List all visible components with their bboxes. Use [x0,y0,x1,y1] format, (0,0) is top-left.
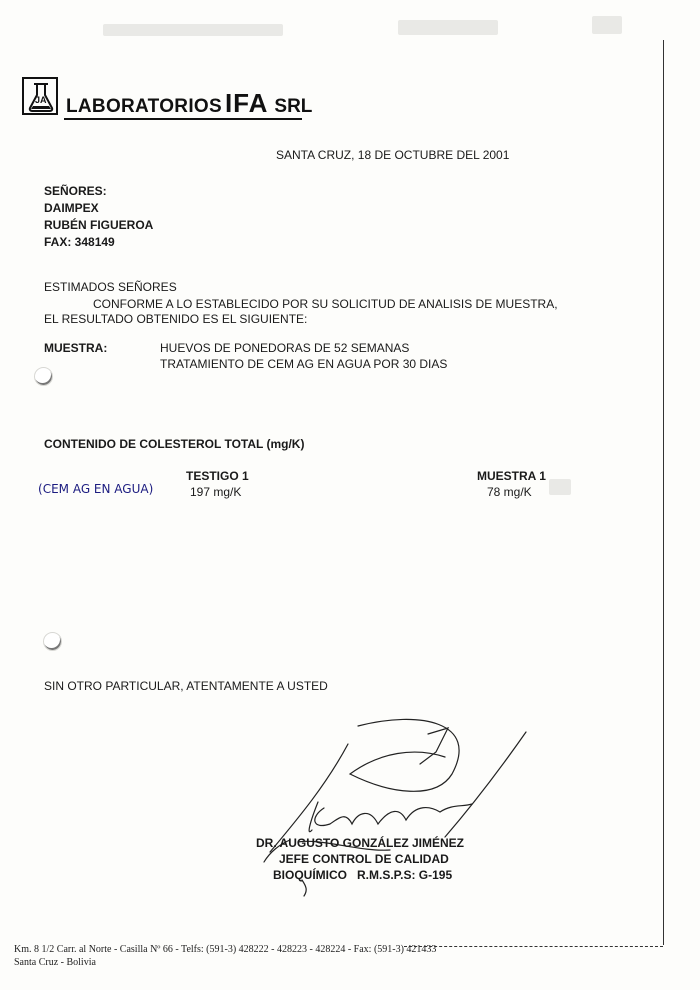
scan-smudge [398,20,498,35]
scan-smudge [103,24,283,36]
signatory-name: DR. AUGUSTO GONZÁLEZ JIMÉNEZ [256,836,465,850]
flask-icon [26,81,56,113]
company-name [66,88,312,119]
letterhead-rule [64,118,302,120]
handwritten-row-label-text: CEM AG EN AGUA [42,482,149,496]
results-value: 78 mg/K [487,485,532,499]
page-edge-line [663,40,664,945]
letter-body-line: CONFORME A LO ESTABLECIDO POR SU SOLICITUD DE ANALISIS DE MUESTRA, [93,297,558,311]
letter-greeting: ESTIMADOS SEÑORES [44,280,177,294]
svg-text:JA: JA [35,95,47,105]
results-heading: CONTENIDO DE COLESTEROL TOTAL (mg/K) [44,437,305,451]
recipient-salutation: SEÑORES: [44,184,107,198]
company-name-word: IFA [224,88,269,118]
signatory-title: JEFE CONTROL DE CALIDAD [279,852,449,866]
sample-description: HUEVOS DE PONEDORAS DE 52 SEMANAS [160,341,410,355]
sample-label: MUESTRA: [44,341,108,355]
punch-hole [43,632,62,651]
company-name-word: SRL [274,96,313,117]
punch-hole [34,367,53,386]
footer-address: Km. 8 1/2 Carr. al Norte - Casilla Nº 66 - Telfs: (591-3) 428222 - 428223 - 428224 - Fax: (591-3) 421433 [14,944,437,955]
recipient-fax: FAX: 348149 [44,235,115,249]
results-column-header: TESTIGO 1 [186,469,249,483]
letter-closing: SIN OTRO PARTICULAR, ATENTAMENTE A USTED [44,679,328,693]
recipient-company: DAIMPEX [44,201,99,215]
results-value: 197 mg/K [190,485,242,499]
scan-smudge [592,16,622,34]
recipient-person: RUBÉN FIGUEROA [44,218,154,232]
handwritten-row-label: (CEM AG EN AGUA) [38,482,154,496]
results-column-header: MUESTRA 1 [477,469,546,483]
company-logo [22,77,58,115]
sample-treatment: TRATAMIENTO DE CEM AG EN AGUA POR 30 DIAS [160,357,448,371]
footer-rule [404,946,663,947]
letter-date: SANTA CRUZ, 18 DE OCTUBRE DEL 2001 [276,148,510,162]
letter-body-line: EL RESULTADO OBTENIDO ES EL SIGUIENTE: [44,312,308,326]
signatory-credential: BIOQUÍMICO R.M.S.P.S: G-195 [273,868,453,882]
footer-city: Santa Cruz - Bolivia [14,957,96,968]
company-name-word: LABORATORIOS [66,96,222,117]
scan-smudge [549,479,571,495]
